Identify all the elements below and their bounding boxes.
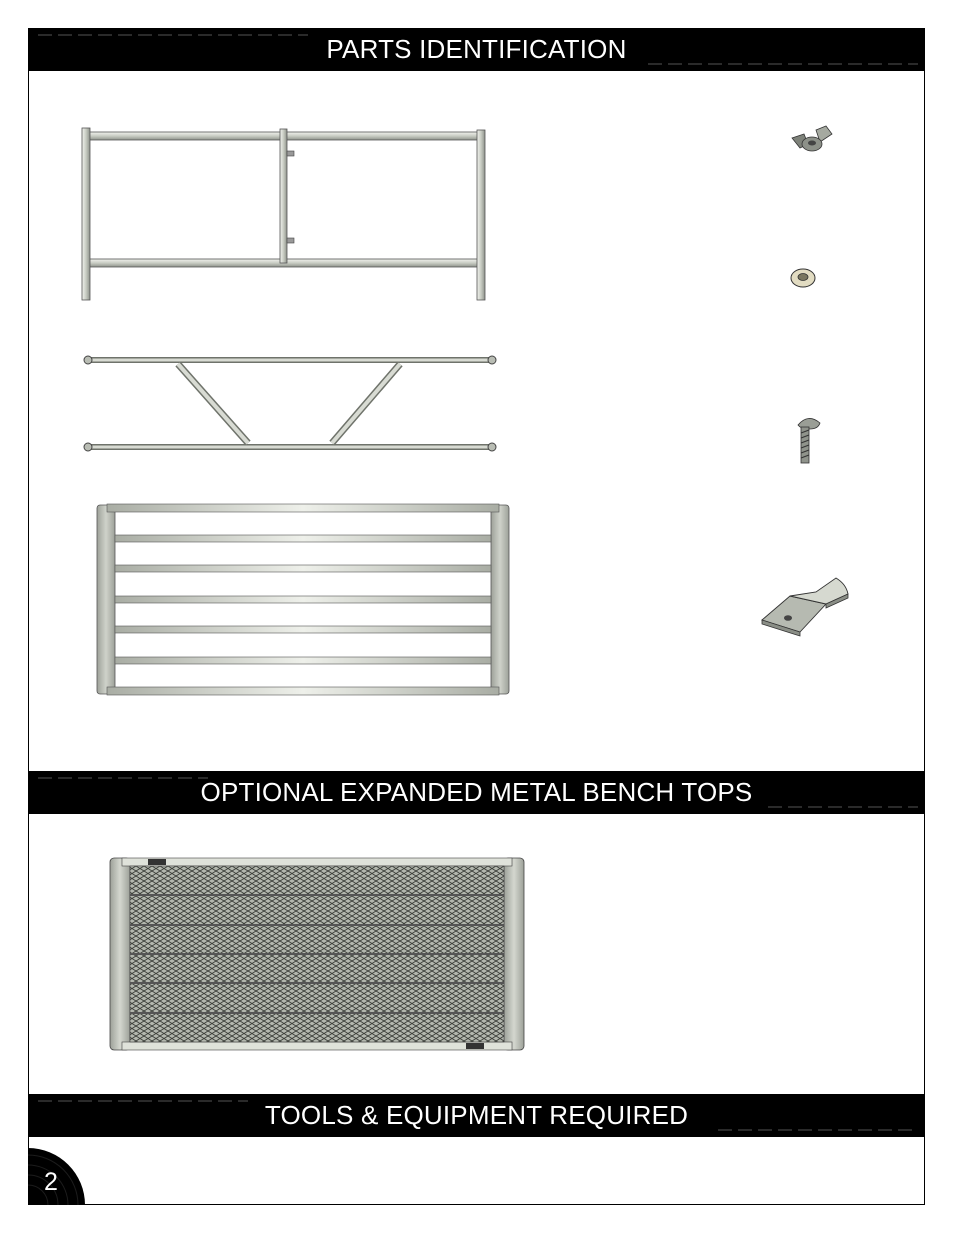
section-title-optional: OPTIONAL EXPANDED METAL BENCH TOPS (200, 777, 753, 807)
washer-icon (788, 266, 818, 290)
section-header-optional (28, 771, 925, 814)
page-number: 2 (44, 1168, 58, 1196)
clip-bracket-icon (760, 574, 852, 638)
section-header-parts (28, 28, 925, 71)
cross-brace-icon (80, 350, 500, 458)
leg-frame-icon (78, 125, 490, 303)
slatted-bench-top-icon (95, 502, 515, 698)
section-title-tools: TOOLS & EQUIPMENT REQUIRED (264, 1100, 689, 1130)
wing-nut-icon (788, 124, 836, 158)
section-header-tools (28, 1094, 925, 1137)
expanded-metal-top-icon (108, 856, 526, 1052)
carriage-bolt-icon (790, 415, 826, 467)
section-title-parts: PARTS IDENTIFICATION (326, 34, 627, 64)
